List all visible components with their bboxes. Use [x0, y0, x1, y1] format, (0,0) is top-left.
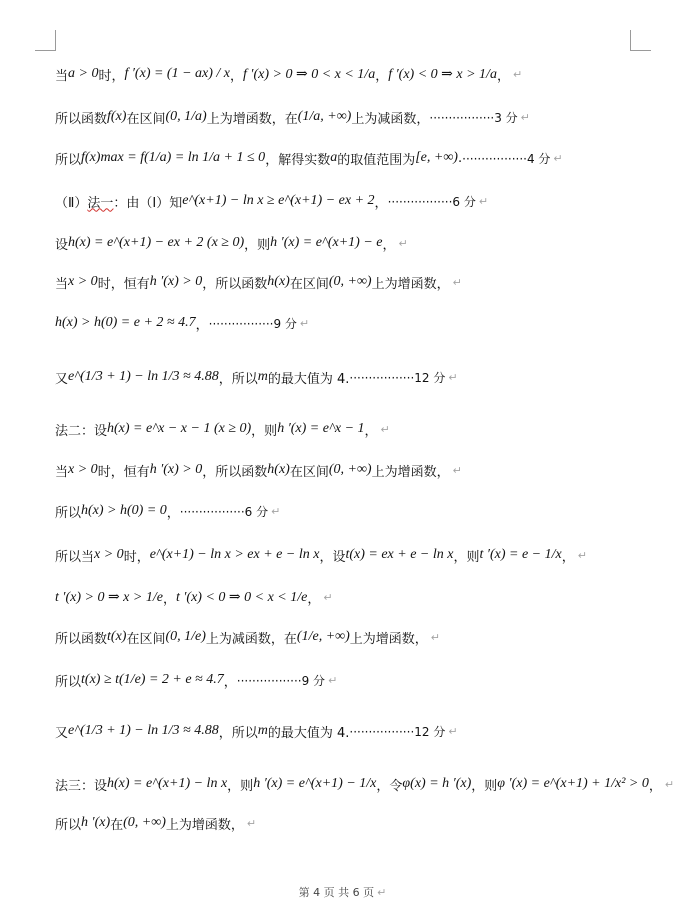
paragraph-mark: ↵	[664, 777, 675, 791]
text-run: ：由（Ⅰ）知	[113, 195, 183, 211]
math-expression: φ ′(x) = e^(x+1) + 1/x² > 0	[497, 776, 649, 791]
math-expression: h ′(x) > 0	[149, 274, 203, 289]
text-run: 上为增函数，	[165, 817, 244, 833]
corner-mark-top-right	[630, 30, 651, 51]
text-run: 当	[55, 464, 69, 480]
text-line	[55, 360, 665, 394]
text-line	[55, 57, 665, 91]
text-run: 设	[55, 237, 69, 253]
method-label: 法一	[87, 195, 114, 211]
text-run: ，则	[244, 237, 271, 253]
math-expression: x > 0	[68, 274, 98, 289]
math-expression: h(x) = e^x − x − 1 (x ≥ 0)	[107, 421, 252, 436]
text-line	[55, 767, 675, 801]
text-run: 所以	[55, 817, 82, 833]
text-run: 上为增函数，	[371, 464, 450, 480]
text-run: 又	[55, 371, 69, 387]
paragraph-mark: ↵	[246, 816, 257, 830]
math-expression: t(x) = ex + e − ln x	[345, 547, 454, 562]
math-expression: t ′(x) > 0 ⇒ x > 1/e	[55, 589, 163, 605]
text-run: 当	[55, 68, 69, 84]
math-expression: x > 0	[94, 547, 124, 562]
text-run: ，	[648, 778, 662, 794]
text-run: ，令	[376, 778, 403, 794]
math-expression: f ′(x) < 0 ⇒ x > 1/a	[388, 66, 497, 82]
math-expression: (0, +∞)	[328, 462, 372, 477]
math-expression: t ′(x) < 0 ⇒ 0 < x < 1/e	[175, 589, 308, 605]
score-marker: ·················12 分	[349, 724, 446, 739]
paragraph-mark: ↵	[520, 110, 530, 124]
text-line	[55, 184, 665, 218]
text-run: ，则	[227, 778, 254, 794]
text-run: 时，恒有	[97, 464, 150, 480]
text-run: ，所以函数	[202, 276, 268, 292]
page-number: 第 4 页 共 6 页	[298, 886, 375, 899]
score-marker: ·················9 分	[208, 316, 297, 331]
paragraph-mark: ↵	[577, 548, 587, 562]
text-line	[55, 663, 665, 697]
math-expression: e^(1/3 + 1) − ln 1/3 ≈ 4.88	[68, 723, 219, 738]
paragraph-mark: ↵	[323, 590, 333, 604]
text-run: ，	[223, 674, 237, 690]
text-run: 又	[55, 725, 69, 741]
text-run: 时，	[98, 68, 125, 84]
text-run: ，	[166, 505, 180, 521]
text-line	[55, 538, 665, 572]
text-line	[55, 306, 665, 340]
text-run: 所以函数	[55, 631, 108, 647]
text-line	[55, 141, 665, 175]
math-expression: (0, 1/a)	[165, 109, 207, 124]
text-run: 时，恒有	[97, 276, 150, 292]
text-line	[55, 100, 665, 134]
math-expression: f(x)max = f(1/a) = ln 1/a + 1 ≤ 0	[81, 150, 266, 165]
math-expression: h ′(x) = e^x − 1	[277, 421, 365, 436]
paragraph-mark: ↵	[430, 630, 441, 644]
text-run: ，解得实数	[265, 152, 331, 168]
text-run: ，	[162, 591, 176, 607]
text-run: 上为减函数，在	[205, 631, 297, 647]
text-line	[55, 806, 665, 840]
paragraph-mark: ↵	[512, 67, 523, 81]
math-expression: (0, 1/e)	[165, 629, 206, 644]
text-run: 法三：设	[55, 778, 108, 794]
score-marker: ·················9 分	[236, 673, 326, 688]
text-run: 在区间	[289, 276, 329, 292]
paragraph-mark: ↵	[448, 724, 458, 738]
text-run: 在区间	[126, 631, 166, 647]
math-expression: (0, +∞)	[328, 274, 372, 289]
text-run: ，	[382, 237, 396, 253]
page-footer	[0, 884, 685, 900]
paragraph-mark: ↵	[478, 194, 489, 208]
text-line	[55, 226, 665, 260]
text-run: （Ⅱ）	[55, 195, 88, 211]
text-run: 上为增函数，	[371, 276, 450, 292]
text-run: ，	[561, 549, 575, 565]
math-expression: (1/a, +∞)	[297, 109, 352, 124]
math-expression: h(x) = e^(x+1) − ex + 2 (x ≥ 0)	[68, 235, 245, 250]
text-run: ，	[364, 423, 378, 439]
math-expression: t(x) ≥ t(1/e) = 2 + e ≈ 4.7	[81, 672, 224, 687]
text-run: 的最大值为 4.	[267, 725, 350, 741]
score-marker: ·················6 分	[179, 504, 269, 519]
text-line	[55, 714, 665, 748]
text-run: ，	[374, 195, 388, 211]
text-run: ，	[496, 68, 510, 84]
math-expression: f ′(x) = (1 − ax) / x	[124, 66, 231, 81]
text-run: ，则	[471, 778, 498, 794]
paragraph-mark: ↵	[452, 463, 462, 477]
math-expression: a > 0	[68, 66, 99, 81]
text-run: ，	[230, 68, 244, 84]
text-run: 所以	[55, 505, 82, 521]
text-run: 的取值范围为	[337, 152, 416, 168]
math-expression: h(x)	[267, 462, 290, 477]
math-expression: t(x)	[107, 629, 127, 644]
math-expression: m	[257, 723, 268, 738]
paragraph-mark: ↵	[328, 673, 338, 687]
math-expression: h ′(x) = e^(x+1) − 1/x	[253, 776, 377, 791]
math-expression: e^(x+1) − ln x > ex + e − ln x	[149, 547, 320, 562]
text-run: ，则	[251, 423, 278, 439]
math-expression: e^(x+1) − ln x ≥ e^(x+1) − ex + 2	[182, 193, 375, 208]
math-expression: f(x)	[107, 109, 127, 124]
math-expression: h ′(x)	[81, 815, 111, 830]
math-expression: t ′(x) = e − 1/x	[479, 547, 562, 562]
corner-mark-top-left	[35, 30, 56, 51]
text-run: 当	[55, 276, 69, 292]
math-expression: m	[257, 369, 268, 384]
paragraph-mark: ↵	[299, 316, 310, 330]
paragraph-mark: ↵	[377, 886, 387, 899]
math-expression: e^(1/3 + 1) − ln 1/3 ≈ 4.88	[68, 369, 219, 384]
text-run: ，	[195, 317, 209, 333]
score-marker: ·················4 分	[462, 151, 551, 166]
math-expression: h ′(x) = e^(x+1) − e	[270, 235, 383, 250]
text-run: 的最大值为 4.	[267, 371, 350, 387]
text-run: 时，	[123, 549, 150, 565]
text-run: 上为减函数，	[351, 111, 430, 127]
paragraph-mark: ↵	[380, 422, 390, 436]
math-expression: x > 0	[68, 462, 98, 477]
paragraph-mark: ↵	[398, 236, 408, 250]
math-expression: f ′(x) > 0 ⇒ 0 < x < 1/a	[243, 66, 376, 82]
text-line	[55, 453, 665, 487]
math-expression: h(x) = e^(x+1) − ln x	[107, 776, 228, 791]
text-run: 所以当	[55, 549, 95, 565]
score-marker: ·················12 分	[349, 370, 446, 385]
math-expression: (0, +∞)	[123, 815, 166, 830]
text-run: 所以函数	[55, 111, 108, 127]
text-run: 所以	[55, 674, 82, 690]
text-run: 法二：设	[55, 423, 108, 439]
math-expression: φ(x) = h ′(x)	[402, 776, 472, 791]
paragraph-mark: ↵	[553, 151, 563, 165]
text-run: ，所以	[218, 371, 258, 387]
math-expression: h(x) > h(0) = 0	[81, 503, 167, 518]
text-run: ，	[307, 591, 321, 607]
math-expression: h(x) > h(0) = e + 2 ≈ 4.7	[55, 315, 196, 330]
text-line	[55, 494, 665, 528]
text-run: 在区间	[126, 111, 166, 127]
text-run: 在区间	[289, 464, 329, 480]
paragraph-mark: ↵	[448, 370, 458, 384]
math-expression: h ′(x) > 0	[149, 462, 203, 477]
text-line	[55, 265, 665, 299]
text-run: 上为增函数，	[349, 631, 428, 647]
text-run: 所以	[55, 152, 82, 168]
text-run: ，	[375, 68, 389, 84]
score-marker: ·················3 分	[429, 110, 518, 125]
paragraph-mark: ↵	[452, 275, 462, 289]
text-run: .	[457, 150, 463, 166]
text-run: ，所以	[218, 725, 258, 741]
text-run: ，所以函数	[202, 464, 268, 480]
score-marker: ·················6 分	[387, 194, 476, 209]
text-line	[55, 620, 665, 654]
math-expression: [e, +∞)	[415, 150, 458, 165]
text-run: ，则	[453, 549, 480, 565]
text-run: 在	[110, 817, 124, 833]
text-line	[55, 580, 665, 614]
text-run: ，设	[319, 549, 346, 565]
math-expression: (1/e, +∞)	[296, 629, 350, 644]
paragraph-mark: ↵	[271, 504, 281, 518]
math-expression: h(x)	[267, 274, 290, 289]
text-line	[55, 412, 665, 446]
math-expression: a	[330, 150, 338, 165]
text-run: 上为增函数，在	[206, 111, 298, 127]
